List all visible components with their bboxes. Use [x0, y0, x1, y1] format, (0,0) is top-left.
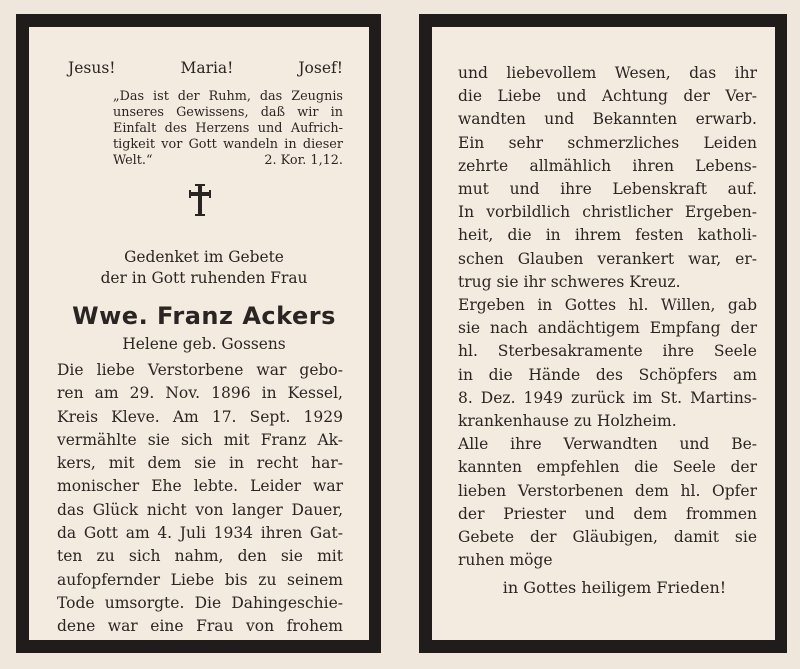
- bio-line: dene war eine Frau von frohem: [57, 617, 343, 636]
- intro-line: der in Gott ruhenden Frau: [100, 268, 308, 287]
- bio-line: monischer Ehe lebte. Leider war: [57, 477, 343, 496]
- text-line: kannten empfehlen die Seele der: [458, 458, 757, 477]
- text-line: Gebete der Gläubigen, damit sie: [458, 528, 757, 547]
- text-line: krankenhause zu Holzheim.: [458, 412, 677, 431]
- bio-line: ren am 29. Nov. 1896 in Kessel,: [57, 384, 343, 403]
- intro-line: Gedenket im Gebete: [124, 248, 284, 266]
- name-josef: Josef!: [298, 59, 343, 77]
- name-maria: Maria!: [180, 59, 234, 77]
- text-line: hl. Sterbesakramente ihre Seele: [458, 342, 757, 361]
- maiden-name: Helene geb. Gossens: [122, 335, 286, 353]
- text-line: die Liebe und Achtung der Ver-: [458, 87, 757, 106]
- cross-icon: [57, 183, 343, 225]
- text-line: schen Glauben verankert war, er-: [458, 249, 757, 268]
- text-line: In vorbildlich christlicher Ergeben-: [458, 203, 757, 222]
- text-line: zehrte allmählich ihren Lebens-: [458, 156, 757, 175]
- biography: [57, 359, 343, 639]
- bible-quote: [113, 89, 343, 169]
- text-line: Alle ihre Verwandten und Be-: [458, 435, 757, 454]
- bio-line: vermählte sie sich mit Franz Ak-: [57, 430, 343, 449]
- name-jesus: Jesus!: [68, 59, 116, 77]
- text-line: 8. Dez. 1949 zurück im St. Martins-: [458, 388, 757, 407]
- quote-last-line: [113, 153, 343, 169]
- bio-line: Kreis Kleve. Am 17. Sept. 1929: [57, 407, 343, 426]
- quote-line: tigkeit vor Gott wandeln in dieser: [113, 137, 343, 152]
- text-line: trug sie ihr schweres Kreuz.: [458, 272, 681, 291]
- paragraph-life: [458, 62, 757, 294]
- quote-line: Welt.“: [113, 153, 153, 168]
- holy-names: [68, 59, 343, 77]
- text-line: Ergeben in Gottes hl. Willen, gab: [458, 296, 757, 315]
- text-line: und liebevollem Wesen, das ihr: [458, 64, 757, 82]
- text-line: mut und ihre Lebenskraft auf.: [458, 180, 757, 199]
- paragraph-prayer: [458, 433, 757, 572]
- deceased-name: Wwe. Franz Ackers: [72, 302, 336, 330]
- bio-line: ten zu sich nahm, den sie mit: [57, 547, 343, 566]
- quote-line: unseres Gewissens, daß wir in: [113, 105, 343, 120]
- quote-line: Einfalt des Herzens und Aufrich-: [113, 121, 343, 136]
- bio-line: aufopfernder Liebe bis zu seinem: [57, 570, 343, 589]
- memorial-card-left: [16, 14, 381, 653]
- bio-line: Die liebe Verstorbene war gebo-: [57, 361, 343, 379]
- text-line: sie nach andächtigem Empfang der: [458, 319, 757, 338]
- quote-line: „Das ist der Ruhm, das Zeugnis: [113, 89, 343, 104]
- bio-line: da Gott am 4. Juli 1934 ihren Gat-: [57, 524, 343, 543]
- bio-line: kers, mit dem sie in recht har-: [57, 454, 343, 473]
- intro-text: [65, 247, 343, 288]
- memorial-card-right: [419, 14, 787, 653]
- bio-line: das Glück nicht von langer Dauer,: [57, 500, 343, 519]
- card-paper-right: [432, 27, 775, 640]
- text-line: der Priester und dem frommen: [458, 504, 757, 523]
- card-paper-left: [29, 27, 369, 640]
- text-line: Ein sehr schmerzliches Leiden: [458, 133, 757, 152]
- bio-line: Tode umsorgte. Die Dahingeschie-: [57, 593, 343, 612]
- quote-reference: 2. Kor. 1,12.: [264, 153, 343, 168]
- text-line: lieben Verstorbenen dem hl. Opfer: [458, 481, 757, 500]
- text-line: ruhen möge: [458, 551, 553, 570]
- text-line: wandten und Bekannten erwarb.: [458, 110, 757, 129]
- text-line: heit, die in ihrem festen katholi-: [458, 226, 757, 245]
- text-line: in die Hände des Schöpfers am: [458, 365, 757, 384]
- closing-line: in Gottes heiligem Frieden!: [502, 578, 727, 598]
- paragraph-death: [458, 294, 757, 433]
